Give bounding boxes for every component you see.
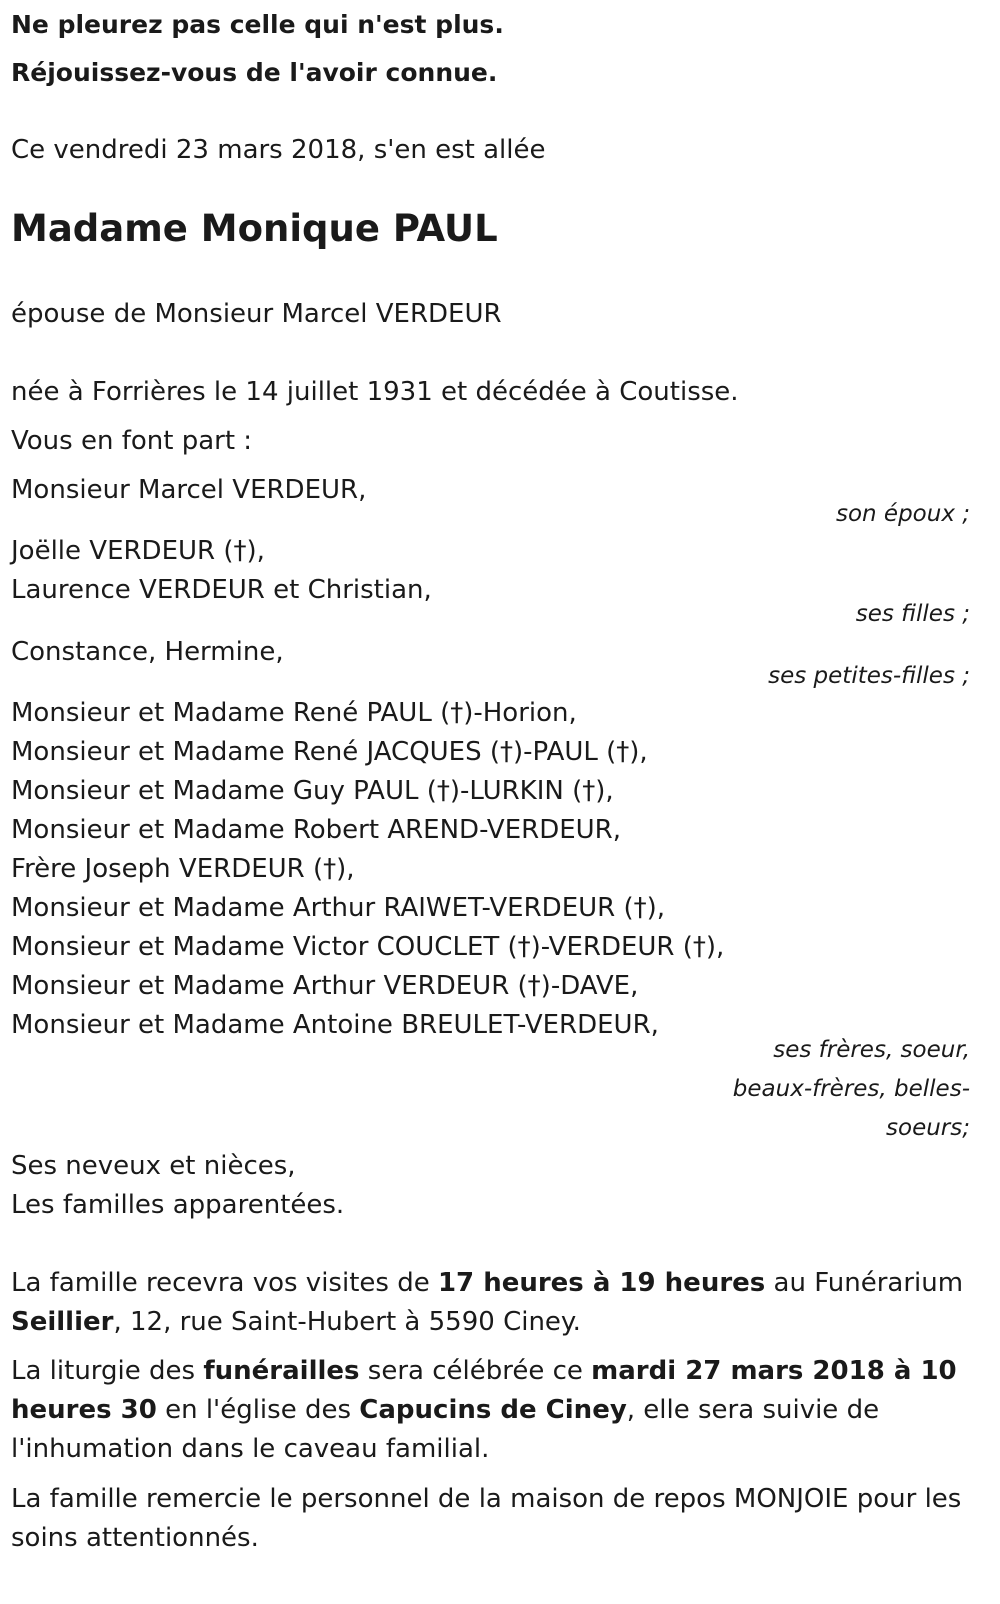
visits-text: au Funérarium bbox=[765, 1268, 964, 1298]
family-member: Constance, Hermine, bbox=[11, 637, 284, 667]
relation-daughters: ses filles ; bbox=[855, 601, 970, 627]
funeral-text: La liturgie des bbox=[11, 1356, 204, 1386]
relation-siblings-line-3: soeurs; bbox=[886, 1115, 970, 1141]
epigraph-line-1: Ne pleurez pas celle qui n'est plus. bbox=[11, 10, 504, 39]
family-member: Joëlle VERDEUR (†), bbox=[11, 536, 265, 566]
announce-line: Vous en font part : bbox=[11, 426, 253, 456]
visits-address: , 12, rue Saint-Hubert à 5590 Ciney. bbox=[113, 1307, 581, 1337]
relation-siblings-line-1: ses frères, soeur, bbox=[773, 1037, 970, 1063]
family-member: Monsieur et Madame Guy PAUL (†)-LURKIN (†), bbox=[11, 776, 614, 806]
funeral-text: en l'église des bbox=[156, 1395, 360, 1425]
family-member: Monsieur et Madame René JACQUES (†)-PAUL (†), bbox=[11, 737, 648, 767]
relation-granddaughters: ses petites-filles ; bbox=[768, 663, 970, 689]
family-member: Monsieur et Madame Robert AREND-VERDEUR, bbox=[11, 815, 622, 845]
spouse-line: épouse de Monsieur Marcel VERDEUR bbox=[11, 299, 502, 329]
visits-text: La famille recevra vos visites de bbox=[11, 1268, 438, 1298]
siblings-list bbox=[11, 694, 724, 1045]
visits-hours: 17 heures à 19 heures bbox=[437, 1268, 766, 1298]
family-member: Frère Joseph VERDEUR (†), bbox=[11, 854, 355, 884]
thanks-paragraph: La famille remercie le personnel de la maison de repos MONJOIE pour les soins attentionnés. bbox=[11, 1484, 962, 1553]
funeral-text: sera célébrée ce bbox=[359, 1356, 592, 1386]
granddaughters-list bbox=[11, 633, 284, 672]
family-member: Monsieur et Madame Arthur VERDEUR (†)-DAVE, bbox=[11, 971, 639, 1001]
funeral-text: , elle sera suivie de l'inhumation dans le caveau familial. bbox=[11, 1395, 880, 1464]
family-member: Monsieur et Madame René PAUL (†)-Horion, bbox=[11, 698, 577, 728]
funeral-paragraph bbox=[11, 1352, 986, 1469]
epigraph-line-2: Réjouissez-vous de l'avoir connue. bbox=[11, 58, 498, 87]
family-member: Monsieur et Madame Victor COUCLET (†)-VERDEUR (†), bbox=[11, 932, 725, 962]
family-member: Monsieur et Madame Arthur RAIWET-VERDEUR (†), bbox=[11, 893, 666, 923]
spouse-list bbox=[11, 471, 366, 510]
birth-death-line: née à Forrières le 14 juillet 1931 et décédée à Coutisse. bbox=[11, 377, 739, 407]
relation-spouse: son époux ; bbox=[835, 501, 970, 527]
family-member: Ses neveux et nièces, bbox=[11, 1151, 296, 1181]
relation-siblings-line-2: beaux-frères, belles- bbox=[732, 1076, 970, 1102]
funeral-word: funérailles bbox=[203, 1356, 360, 1386]
intro-line: Ce vendredi 23 mars 2018, s'en est allée bbox=[11, 135, 546, 165]
family-member: Monsieur Marcel VERDEUR, bbox=[11, 475, 367, 505]
family-member: Laurence VERDEUR et Christian, bbox=[11, 575, 432, 605]
visits-paragraph bbox=[11, 1264, 986, 1342]
family-member: Monsieur et Madame Antoine BREULET-VERDEUR, bbox=[11, 1010, 659, 1040]
funeral-date: mardi 27 mars 2018 à 10 heures 30 bbox=[11, 1356, 957, 1425]
deceased-name: Madame Monique PAUL bbox=[11, 207, 498, 250]
funeral-home-name: Seillier bbox=[11, 1307, 114, 1337]
church-name: Capucins de Ciney bbox=[359, 1395, 627, 1425]
others-list bbox=[11, 1147, 344, 1225]
daughters-list bbox=[11, 532, 432, 610]
family-member: Les familles apparentées. bbox=[11, 1190, 345, 1220]
